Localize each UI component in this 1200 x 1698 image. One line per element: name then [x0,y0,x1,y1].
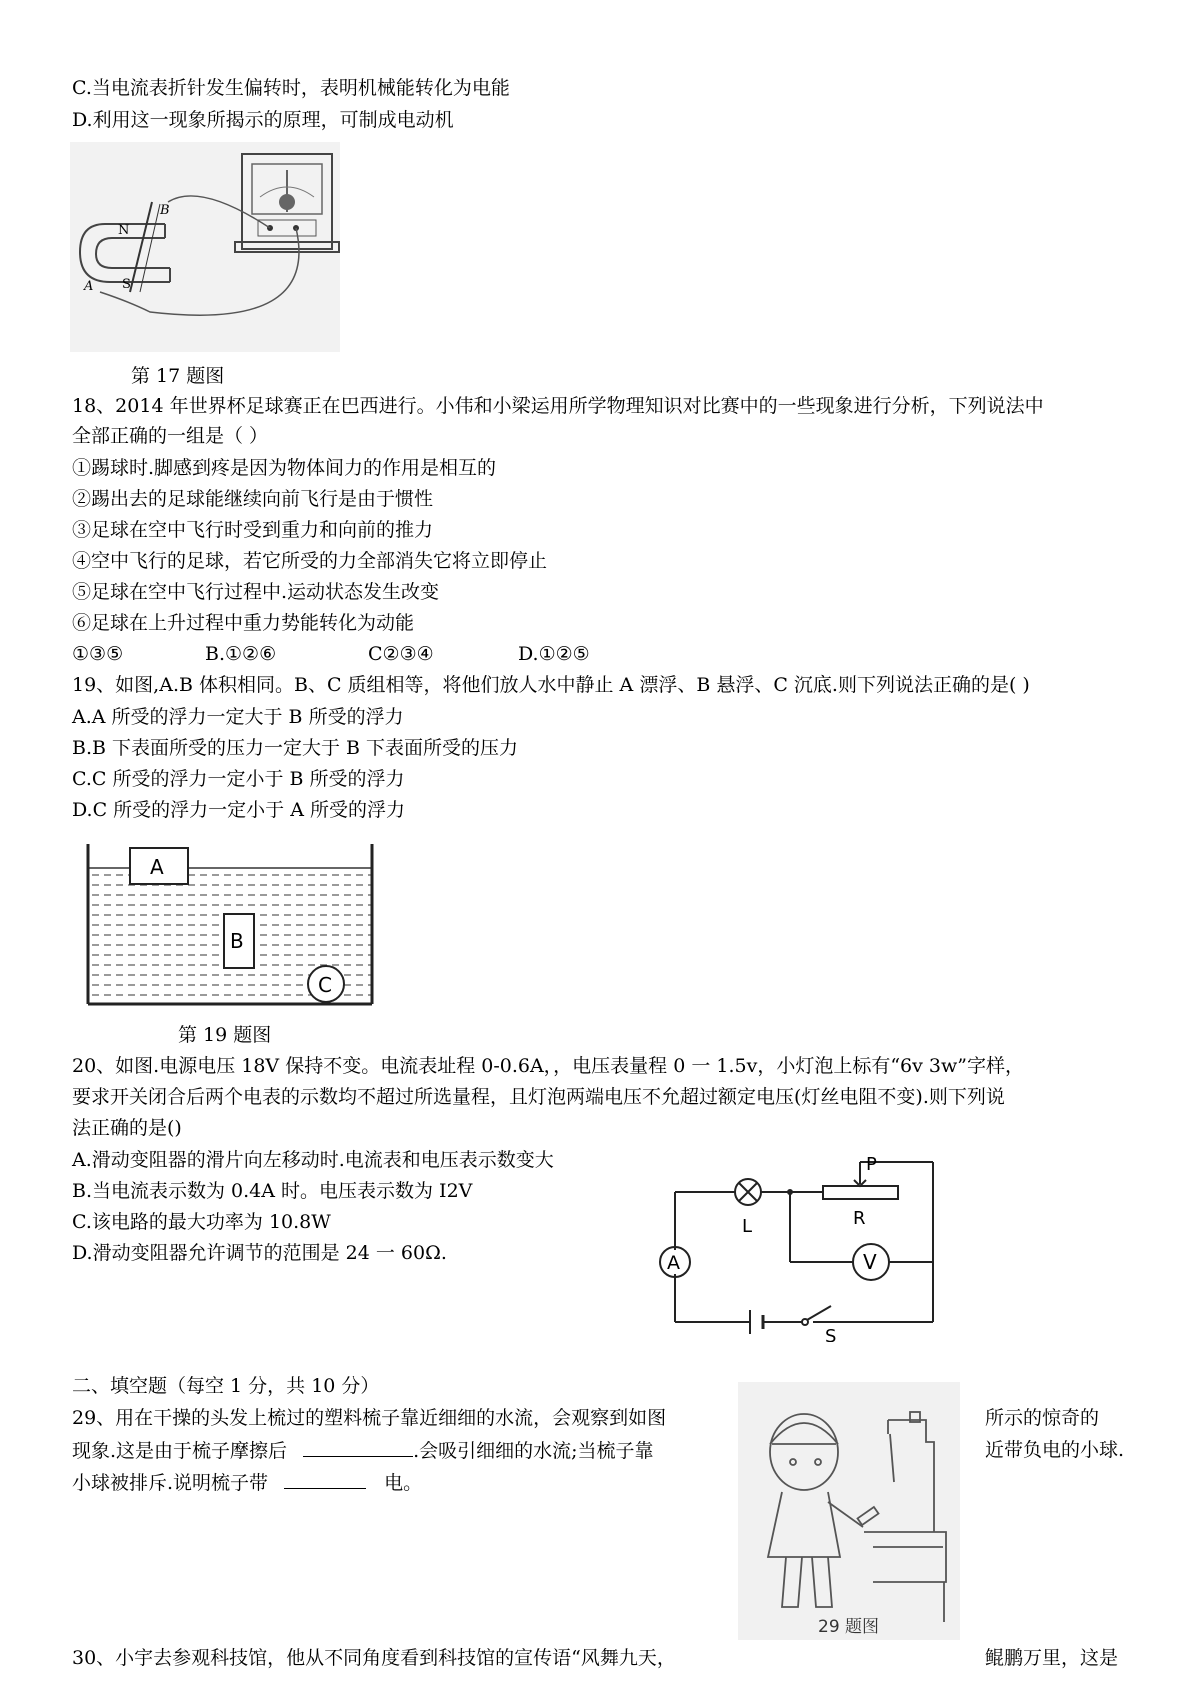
q29-line3 [72,1470,422,1495]
q18-item-1: ①踢球时.脚感到疼是因为物体间力的作用是相互的 [72,457,497,479]
q29-line1-right: 所示的惊奇的 [985,1407,1100,1429]
q18-item-2: ②踢出去的足球能继续向前飞行是由于惯性 [72,488,434,510]
q20-stem-line3: 法正确的是() [72,1117,182,1139]
q19-option-a: A.A 所受的浮力一定大于 B 所受的浮力 [72,706,404,728]
q17-label-s: S [122,277,131,292]
q20-option-d: D.滑动变阻器允许调节的范围是 24 一 60Ω. [72,1242,447,1264]
q19-block-a-label: A [150,855,164,879]
q18-choice-b: B.①②⑥ [205,643,277,665]
q17-option-d: D.利用这一现象所揭示的原理，可制成电动机 [72,109,454,131]
q29-line3-a: 小球被排斥.说明梳子带 [72,1472,269,1494]
q29-blank-2 [284,1470,366,1489]
q19-stem: 19、如图,A.B 体积相同。B、C 质组相等，将他们放人水中静止 A 漂浮、B 悬浮、C 沉底.则下列说法正确的是( ) [72,674,1030,696]
q19-ball-c-label: C [318,973,332,997]
q29-line3-b: 电。 [384,1472,423,1494]
q29-line2-right: 近带负电的小球. [985,1439,1125,1461]
q29-figure [738,1382,960,1640]
q19-block-b-label: B [230,929,244,953]
q17-figure [70,142,340,352]
q20-option-a: A.滑动变阻器的滑片向左移动时.电流表和电压表示数变大 [72,1149,554,1171]
q20-label-v: V [863,1250,877,1274]
q29-figure-caption: 29 题图 [818,1617,880,1637]
q20-label-p: P [866,1154,877,1175]
q29-line2-a: 现象.这是由于梳子摩擦后 [72,1440,288,1462]
q19-figure-caption: 第 19 题图 [178,1024,272,1046]
q29-line1: 29、用在干操的头发上梳过的塑料梳子靠近细细的水流，会观察到如图 [72,1407,667,1429]
q19-figure [78,840,390,1010]
q18-choice-c: C②③④ [368,643,434,665]
q18-item-4: ④空中飞行的足球，若它所受的力全部消失它将立即停止 [72,550,548,572]
q18-item-5: ⑤足球在空中飞行过程中.运动状态发生改变 [72,581,440,603]
q17-label-n: N [118,223,130,238]
q20-stem-line1: 20、如图.电源电压 18V 保持不变。电流表址程 0-0.6A，，电压表量程 0 一 1.5v，小灯泡上标有“6v 3w”字样， [72,1055,1024,1077]
q20-label-a: A [667,1252,680,1274]
q20-label-l: L [742,1216,753,1237]
q17-label-a: A [84,279,94,294]
q18-choice-a: ①③⑤ [72,643,124,665]
q20-option-c: C.该电路的最大功率为 10.8W [72,1211,331,1233]
q18-item-6: ⑥足球在上升过程中重力势能转化为动能 [72,612,415,634]
q30-line1: 30、小宇去参观科技馆，他从不同角度看到科技馆的宣传语“风舞九天， [72,1647,676,1669]
section2-heading: 二、填空题（每空 1 分，共 10 分） [72,1375,380,1397]
q17-label-b: B [160,203,170,218]
q18-stem-line2: 全部正确的一组是（ ） [72,425,269,447]
q20-stem-line2: 要求开关闭合后两个电表的示数均不超过所选量程，且灯泡两端电压不允超过额定电压(灯丝电阻不变).则下列说 [72,1086,1005,1108]
q18-stem-line1: 18、2014 年世界杯足球赛正在巴西进行。小伟和小梁运用所学物理知识对比赛中的一些现象进行分析，下列说法中 [72,395,1044,417]
q20-label-r: R [853,1208,866,1229]
q20-label-s: S [825,1326,837,1342]
q30-line1-right: 鲲鹏万里，这是 [985,1647,1119,1669]
q17-figure-caption: 第 17 题图 [131,365,225,387]
q29-line2-b: .会吸引细细的水流;当梳子靠 [413,1440,654,1462]
q29-line2 [72,1438,654,1463]
q29-blank-1 [303,1438,413,1457]
q19-option-c: C.C 所受的浮力一定小于 B 所受的浮力 [72,768,405,790]
q18-choice-d: D.①②⑤ [518,643,590,665]
q20-option-b: B.当电流表示数为 0.4A 时。电压表示数为 I2V [72,1180,473,1202]
q19-option-d: D.C 所受的浮力一定小于 A 所受的浮力 [72,799,405,821]
q18-item-3: ③足球在空中飞行时受到重力和向前的推力 [72,519,434,541]
q20-circuit-figure [655,1150,960,1342]
q17-option-c: C.当电流表折针发生偏转时，表明机械能转化为电能 [72,77,510,99]
q19-option-b: B.B 下表面所受的压力一定大于 B 下表面所受的压力 [72,737,519,759]
